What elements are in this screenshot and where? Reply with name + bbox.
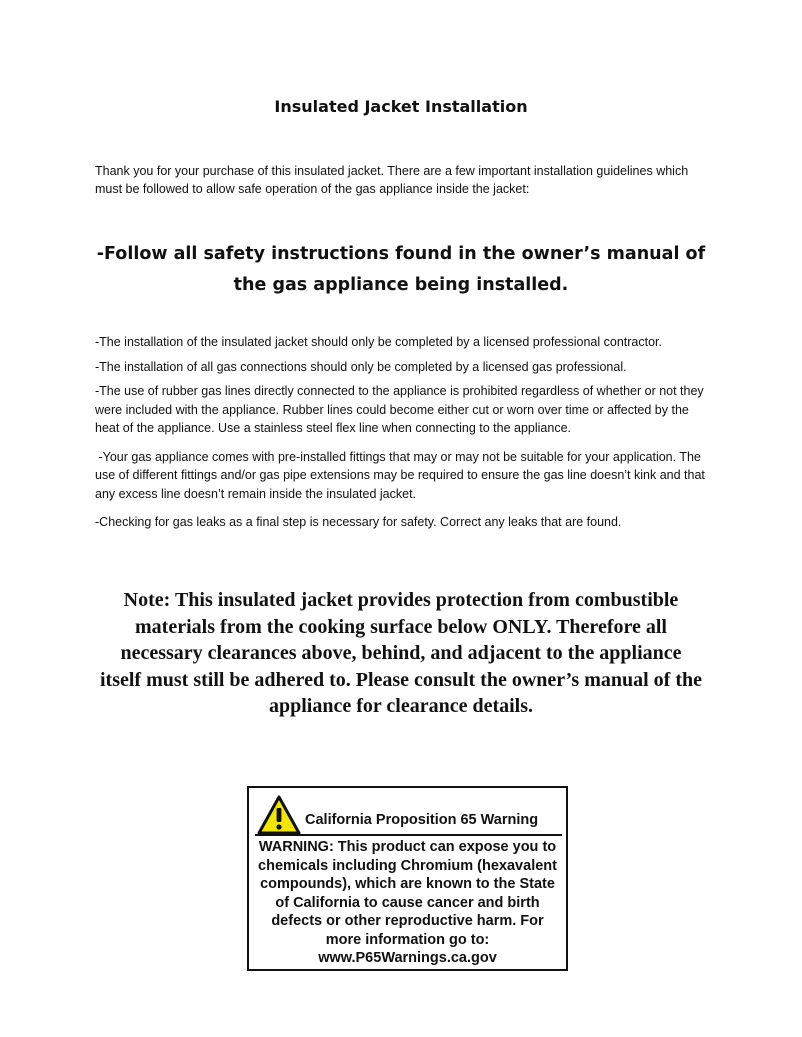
guideline-item: -Your gas appliance comes with pre-installed fittings that may or may not be suitable for your application. The use of different fittings and/or gas pipe extensions may be required to ensure the gas line doesn’t kink and that any excess line doesn’t remain inside the insulated jacket. <box>95 449 709 501</box>
warning-label-header <box>255 794 562 836</box>
warning-body-text: WARNING: This product can expose you to chemicals including Chromium (hexavalent compounds), which are known to the State of California to cause cancer and birth defects or other reproductive harm. For more information go to: www.P65Warnings.ca.gov <box>258 839 557 966</box>
guideline-item: -The installation of all gas connections should only be completed by a licensed gas professional. <box>95 359 627 374</box>
warning-heading: California Proposition 65 Warning <box>305 812 539 828</box>
guideline-item: -Checking for gas leaks as a final step is necessary for safety. Correct any leaks that are found. <box>95 515 622 529</box>
warning-triangle-icon <box>257 795 301 835</box>
clearance-note: Note: This insulated jacket provides protection from combustible materials from the cooking surface below ONLY. Therefore all necessary clearances above, behind, and adjacent to the appliance itself must still be adhered to. Please consult the owner’s manual of the appliance for clearance details. <box>100 589 702 717</box>
page-title: Insulated Jacket Installation <box>274 97 528 116</box>
prop65-warning-label <box>247 786 568 971</box>
safety-headline: -Follow all safety instructions found in the owner’s manual of the gas appliance being installed. <box>96 244 706 295</box>
guideline-item: -The installation of the insulated jacket should only be completed by a licensed professional contractor. <box>95 335 662 349</box>
intro-paragraph: Thank you for your purchase of this insulated jacket. There are a few important installation guidelines which must be followed to allow safe operation of the gas appliance inside the jacket: <box>95 164 689 196</box>
guidelines-list <box>95 333 713 542</box>
guideline-item: -The use of rubber gas lines directly connected to the appliance is prohibited regardless of whether or not they were included with the appliance. Rubber lines could become either cut or worn over time or affected by the heat of the appliance. Use a stainless steel flex line when connecting to the appliance. <box>95 384 704 435</box>
